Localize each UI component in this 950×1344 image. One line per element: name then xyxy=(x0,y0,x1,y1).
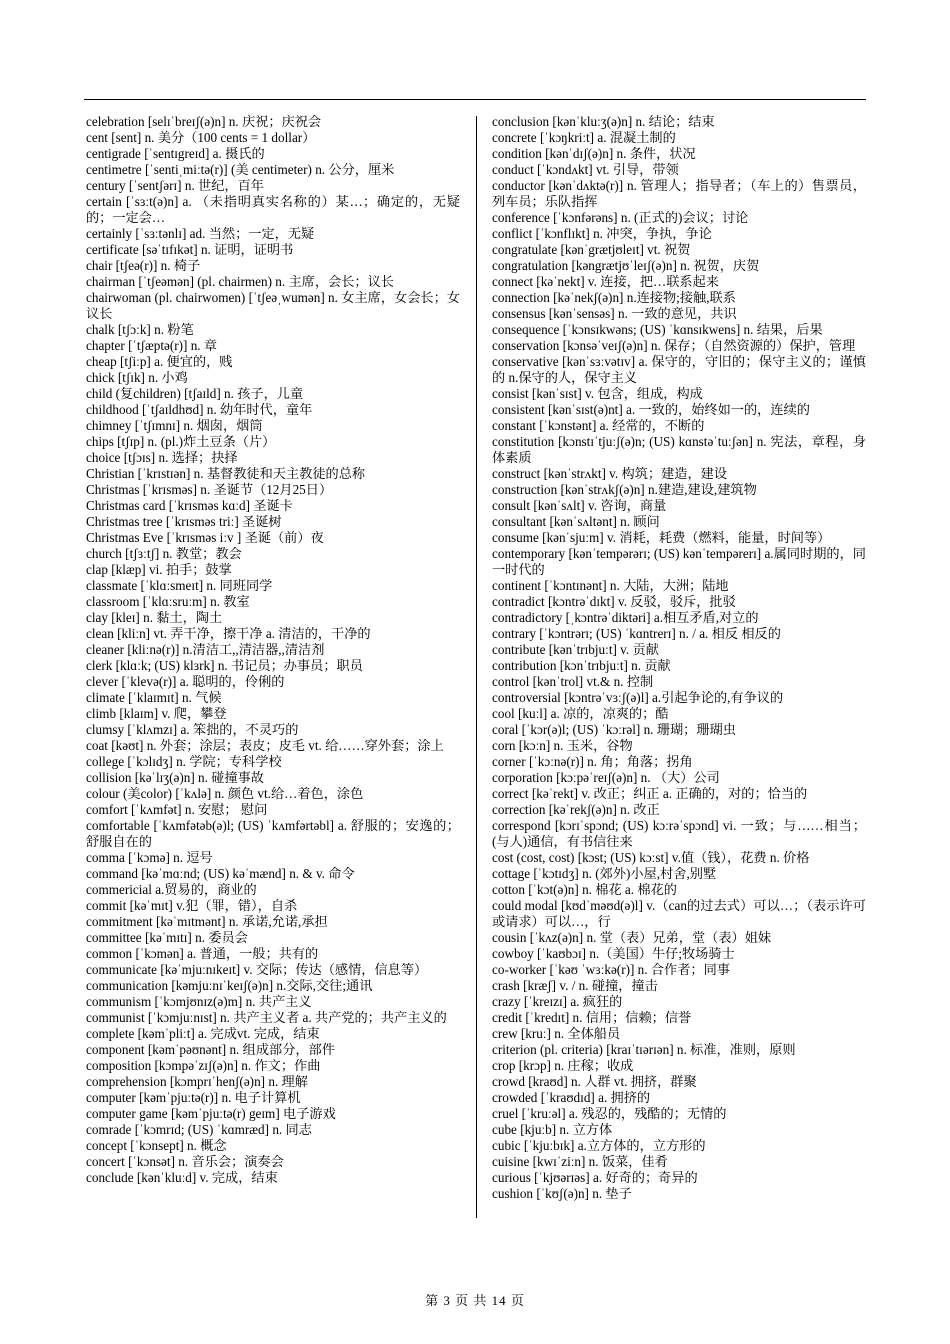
vocab-entry: corporation [kɔːpəˈreɪʃ(ə)n] n. （大）公司 xyxy=(492,770,720,785)
vocab-entry: crew [kruː] n. 全体船员 xyxy=(492,1026,621,1041)
vocab-entry: concept [ˈkɔnsept] n. 概念 xyxy=(86,1138,227,1153)
vocab-entry: classmate [ˈklɑːsmeɪt] n. 同班同学 xyxy=(86,578,273,593)
vocab-entry: correspond [kɔrɪˈspɔnd; (US) kɔːrəˈspɔnd] vi. 一致；与……相当；(与人)通信，有书信往来 xyxy=(492,818,866,849)
vocab-entry: cleaner [kliːnə(r)] n.清洁工,,清洁器,,清洁剂 xyxy=(86,642,325,657)
vocab-entry: cent [sent] n. 美分（100 cents = 1 dollar） xyxy=(86,130,316,145)
vocab-entry: comfort [ˈkʌmfət] n. 安慰； 慰问 xyxy=(86,802,268,817)
vocab-entry: century [ˈsentʃərɪ] n. 世纪，百年 xyxy=(86,178,264,193)
vocab-entry: comfortable [ˈkʌmfətəb(ə)l; (US) ˈkʌmfərtəbl] a. 舒服的；安逸的；舒服自在的 xyxy=(86,818,460,849)
vocab-entry: crash [kræʃ] v. / n. 碰撞，撞击 xyxy=(492,978,658,993)
vocab-entry: cube [kjuːb] n. 立方体 xyxy=(492,1122,613,1137)
vocab-entry: contribute [kənˈtrɪbjuːt] v. 贡献 xyxy=(492,642,659,657)
vocab-entry: conduct [ˈkɔndʌkt] vt. 引导，带领 xyxy=(492,162,679,177)
vocab-entry: credit [ˈkredɪt] n. 信用；信赖；信誉 xyxy=(492,1010,692,1025)
page-number-footer: 第 3 页 共 14 页 xyxy=(425,1293,525,1308)
vocab-entry: construct [kənˈstrʌkt] v. 构筑；建造，建设 xyxy=(492,466,728,481)
vocab-entry: corn [kɔːn] n. 玉米，谷物 xyxy=(492,738,633,753)
vocab-entry: collision [kəˈlɪʒ(ə)n] n. 碰撞事故 xyxy=(86,770,264,785)
vocab-entry: comrade [ˈkɔmrɪd; (US) ˈkɑmræd] n. 同志 xyxy=(86,1122,312,1137)
vocab-entry: concrete [ˈkɔŋkriːt] a. 混凝土制的 xyxy=(492,130,676,145)
vocab-entry: commit [kəˈmɪt] v.犯（罪，错），自杀 xyxy=(86,898,298,913)
vocab-entry: Christmas Eve [ˈkrɪsməs iːv ] 圣诞（前）夜 xyxy=(86,530,324,545)
vocab-entry: crowd [kraʊd] n. 人群 vt. 拥挤，群聚 xyxy=(492,1074,697,1089)
vocab-entry: constant [ˈkɔnstənt] a. 经常的，不断的 xyxy=(492,418,705,433)
vocab-entry: classroom [ˈklɑːsruːm] n. 教室 xyxy=(86,594,250,609)
vocab-entry: consistent [kənˈsɪst(ə)nt] a. 一致的，始终如一的，连续的 xyxy=(492,402,810,417)
vocab-entry: conflict [ˈkɔnflɪkt] n. 冲突，争执，争论 xyxy=(492,226,712,241)
vocab-entry: church [tʃɜːtʃ] n. 教堂；教会 xyxy=(86,546,242,561)
vocab-entry: conductor [kənˈdʌktə(r)] n. 管理人；指导者；（车上的）售票员，列车员；乐队指挥 xyxy=(492,178,866,209)
vocab-entry: connect [kəˈnekt] v. 连接，把…联系起来 xyxy=(492,274,719,289)
vocab-entry: condition [kənˈdɪʃ(ə)n] n. 条件，状况 xyxy=(492,146,696,161)
vocab-entry: centigrade [ˈsentɪgreɪd] a. 摄氏的 xyxy=(86,146,265,161)
vocab-entry: contemporary [kənˈtempərərɪ; (US) kənˈtempərerɪ] a.属同时期的，同一时代的 xyxy=(492,546,866,577)
vocab-entry: chapter [ˈtʃæptə(r)] n. 章 xyxy=(86,338,218,353)
vocab-entry: consume [kənˈsjuːm] v. 消耗，耗费（燃料，能量，时间等） xyxy=(492,530,831,545)
vocab-entry: congratulation [kəngrætjʊˈleɪʃ(ə)n] n. 祝贺，庆贺 xyxy=(492,258,760,273)
vocab-entry: cuisine [kwɪˈziːn] n. 饭菜，佳肴 xyxy=(492,1154,668,1169)
vocab-entry: comprehension [kɔmprɪˈhenʃ(ə)n] n. 理解 xyxy=(86,1074,308,1089)
vocab-entry: consist [kənˈsɪst] v. 包含，组成，构成 xyxy=(492,386,703,401)
vocab-entry: common [ˈkɔmən] a. 普通，一般；共有的 xyxy=(86,946,319,961)
vocab-entry: communism [ˈkɔmjʊnɪz(ə)m] n. 共产主义 xyxy=(86,994,312,1009)
vocab-entry: colour (美color) [ˈkʌlə] n. 颜色 vt.给…着色，涂色 xyxy=(86,786,364,801)
vocab-entry: childhood [ˈtʃaɪldhʊd] n. 幼年时代，童年 xyxy=(86,402,313,417)
column-divider xyxy=(476,116,477,1218)
vocab-entry: contribution [kɔnˈtrɪbjuːt] n. 贡献 xyxy=(492,658,671,673)
vocab-entry: chips [tʃɪp] n. (pl.)炸土豆条（片） xyxy=(86,434,276,449)
vocab-entry: coral [ˈkɔr(ə)l; (US) ˈkɔːrəl] n. 珊瑚；珊瑚虫 xyxy=(492,722,736,737)
vocab-entry: cotton [ˈkɔt(ə)n] n. 棉花 a. 棉花的 xyxy=(492,882,677,897)
vocab-entry: component [kəmˈpəʊnənt] n. 组成部分，部件 xyxy=(86,1042,335,1057)
vocab-entry: conclude [kənˈkluːd] v. 完成，结束 xyxy=(86,1170,278,1185)
vocab-entry: clumsy [ˈklʌmzɪ] a. 笨拙的，不灵巧的 xyxy=(86,722,299,737)
vocab-entry: certificate [səˈtɪfɪkət] n. 证明，证明书 xyxy=(86,242,294,257)
vocab-entry: concert [ˈkɔnsət] n. 音乐会；演奏会 xyxy=(86,1154,284,1169)
vocab-entry: constitution [kɔnstɪˈtjuːʃ(ə)n; (US) kɑnstəˈtuːʃən] n. 宪法，章程，身体素质 xyxy=(492,434,866,465)
vocab-entry: criterion (pl. criteria) [kraɪˈtɪərɪən] n. 标准，准则，原则 xyxy=(492,1042,796,1057)
vocab-entry: connection [kəˈnekʃ(ə)n] n.连接物;接触,联系 xyxy=(492,290,736,305)
vocab-entry: clerk [klɑːk; (US) klɜrk] n. 书记员；办事员；职员 xyxy=(86,658,363,673)
vocab-entry: Christmas tree [ˈkrɪsməs triː] 圣诞树 xyxy=(86,514,282,529)
vocab-entry: crowded [ˈkraʊdɪd] a. 拥挤的 xyxy=(492,1090,651,1105)
vocab-entry: cheap [tʃiːp] a. 便宜的，贱 xyxy=(86,354,233,369)
vocab-entry: correction [kəˈrekʃ(ə)n] n. 改正 xyxy=(492,802,660,817)
header-rule xyxy=(84,99,866,100)
vocab-entry: chimney [ˈtʃɪmnɪ] n. 烟囱，烟筒 xyxy=(86,418,263,433)
vocab-entry: chairwoman (pl. chairwomen) [ˈtʃeəˌwumən] n. 女主席，女会长；女议长 xyxy=(86,290,460,321)
vocab-entry: contrary [ˈkɔntrərɪ; (US) ˈkɑntrerɪ] n. / a. 相反 相反的 xyxy=(492,626,781,641)
vocab-entry: centimetre [ˈsentiˌmiːtə(r)] (美 centimeter) n. 公分，厘米 xyxy=(86,162,395,177)
vocab-entry: continent [ˈkɔntɪnənt] n. 大陆，大洲；陆地 xyxy=(492,578,729,593)
vocab-entry: cubic [ˈkjuːbɪk] a.立方体的，立方形的 xyxy=(492,1138,706,1153)
vocab-entry: certain [ˈsɜːt(ə)n] a. （未指明真实名称的）某…；确定的，无疑的；一定会… xyxy=(86,194,460,225)
vocab-entry: construction [kənˈstrʌkʃ(ə)n] n.建造,建设,建筑物 xyxy=(492,482,757,497)
vocab-entry: clap [klæp] vi. 拍手；鼓掌 xyxy=(86,562,232,577)
right-column xyxy=(492,114,866,1202)
vocab-entry: conference [ˈkɔnfərəns] n. (正式的)会议；讨论 xyxy=(492,210,749,225)
vocab-entry: climate [ˈklaɪmɪt] n. 气候 xyxy=(86,690,222,705)
vocab-entry: command [kəˈmɑːnd; (US) kəˈmænd] n. & v. 命令 xyxy=(86,866,355,881)
vocab-entry: computer [kəmˈpjuːtə(r)] n. 电子计算机 xyxy=(86,1090,301,1105)
vocab-entry: college [ˈkɔlɪdʒ] n. 学院；专科学校 xyxy=(86,754,282,769)
vocab-entry: cottage [ˈkɔtɪdʒ] n. (郊外)小屋,村舍,别墅 xyxy=(492,866,717,881)
vocab-entry: consultant [kənˈsʌltənt] n. 顾问 xyxy=(492,514,660,529)
vocab-entry: conclusion [kənˈkluːʒ(ə)n] n. 结论；结束 xyxy=(492,114,715,129)
vocab-entry: climb [klaɪm] v. 爬，攀登 xyxy=(86,706,227,721)
vocab-entry: clean [kliːn] vt. 弄干净，擦干净 a. 清洁的，干净的 xyxy=(86,626,371,641)
vocab-entry: Christmas card [ˈkrɪsməs kɑːd] 圣诞卡 xyxy=(86,498,293,513)
vocab-entry: Christmas [ˈkrɪsməs] n. 圣诞节（12月25日） xyxy=(86,482,333,497)
vocab-entry: computer game [kəmˈpjuːtə(r) geɪm] 电子游戏 xyxy=(86,1106,336,1121)
vocab-entry: communist [ˈkɔmjuːnɪst] n. 共产主义者 a. 共产党的；共产主义的 xyxy=(86,1010,447,1025)
vocab-entry: cowboy [ˈkaʊbɔɪ] n.（美国）牛仔;牧场骑士 xyxy=(492,946,735,961)
vocab-entry: chair [tʃeə(r)] n. 椅子 xyxy=(86,258,201,273)
vocab-entry: cool [kuːl] a. 凉的，凉爽的；酷 xyxy=(492,706,669,721)
vocab-entry: celebration [selɪˈbreɪʃ(ə)n] n. 庆祝；庆祝会 xyxy=(86,114,322,129)
vocab-entry: contradictory [ˌkɔntrəˈdiktəri] a.相互矛盾,对立的 xyxy=(492,610,759,625)
vocab-entry: child (复children) [tʃaɪld] n. 孩子，儿童 xyxy=(86,386,304,401)
vocab-entry: composition [kɔmpəˈzɪʃ(ə)n] n. 作文；作曲 xyxy=(86,1058,321,1073)
vocab-entry: curious [ˈkjʊərɪəs] a. 好奇的；奇异的 xyxy=(492,1170,698,1185)
vocab-entry: consequence [ˈkɔnsɪkwəns; (US) ˈkɑnsɪkwens] n. 结果，后果 xyxy=(492,322,823,337)
vocab-entry: corner [ˈkɔːnə(r)] n. 角；角落；拐角 xyxy=(492,754,693,769)
vocab-entry: co-worker [ˈkəʊ ˈwɜːkə(r)] n. 合作者；同事 xyxy=(492,962,730,977)
vocab-entry: could modal [kʊdˈməʊd(ə)l] v.（can的过去式）可以…；（表示许可或请求）可以…，行 xyxy=(492,898,866,929)
vocab-entry: controversial [kɔntrəˈvɜːʃ(ə)l] a.引起争论的,有争议的 xyxy=(492,690,784,705)
vocab-entry: coat [kəʊt] n. 外套；涂层；表皮；皮毛 vt. 给……穿外套；涂上 xyxy=(86,738,444,753)
vocab-entry: correct [kəˈrekt] v. 改正；纠正 a. 正确的，对的；恰当的 xyxy=(492,786,808,801)
vocab-entry: comma [ˈkɔmə] n. 逗号 xyxy=(86,850,213,865)
vocab-entry: consensus [kənˈsensəs] n. 一致的意见，共识 xyxy=(492,306,737,321)
vocab-entry: cousin [ˈkʌz(ə)n] n. 堂（表）兄弟，堂（表）姐妹 xyxy=(492,930,772,945)
vocab-entry: communicate [kəˈmjuːnɪkeɪt] v. 交际；传达（感情，信息等） xyxy=(86,962,428,977)
vocab-entry: chairman [ˈtʃeəmən] (pl. chairmen) n. 主席，会长；议长 xyxy=(86,274,394,289)
vocab-entry: consult [kənˈsʌlt] v. 咨询，商量 xyxy=(492,498,667,513)
vocab-entry: conservation [kɔnsəˈveɪʃ(ə)n] n. 保存；（自然资源的）保护，管理 xyxy=(492,338,856,353)
vocab-entry: certainly [ˈsɜːtənlɪ] ad. 当然；一定，无疑 xyxy=(86,226,315,241)
vocab-entry: crazy [ˈkreɪzɪ] a. 疯狂的 xyxy=(492,994,623,1009)
vocab-entry: crop [krɔp] n. 庄稼；收成 xyxy=(492,1058,634,1073)
vocab-entry: congratulate [kənˈgrætjʊleɪt] vt. 祝贺 xyxy=(492,242,691,257)
vocab-entry: contradict [kɔntrəˈdɪkt] v. 反驳，驳斥，批驳 xyxy=(492,594,736,609)
vocab-entry: cushion [ˈkʊʃ(ə)n] n. 垫子 xyxy=(492,1186,632,1201)
vocab-entry: cost (cost, cost) [kɔst; (US) kɔːst] v.值（钱），花费 n. 价格 xyxy=(492,850,810,865)
vocab-entry: chalk [tʃɔːk] n. 粉笔 xyxy=(86,322,194,337)
vocab-entry: commitment [kəˈmɪtmənt] n. 承诺,允诺,承担 xyxy=(86,914,328,929)
vocab-entry: communication [kəmjuːnɪˈkeɪʃ(ə)n] n.交际,交往;通讯 xyxy=(86,978,373,993)
vocab-entry: chick [tʃɪk] n. 小鸡 xyxy=(86,370,188,385)
vocab-entry: Christian [ˈkrɪstɪən] n. 基督教徒和天主教徒的总称 xyxy=(86,466,366,481)
left-column xyxy=(86,114,460,1186)
vocab-entry: clever [ˈklevə(r)] a. 聪明的，伶俐的 xyxy=(86,674,285,689)
vocab-entry: choice [tʃɔɪs] n. 选择；抉择 xyxy=(86,450,238,465)
vocab-entry: complete [kəmˈpliːt] a. 完成vt. 完成，结束 xyxy=(86,1026,320,1041)
vocab-entry: committee [kəˈmɪtɪ] n. 委员会 xyxy=(86,930,248,945)
vocab-entry: commericial a.贸易的，商业的 xyxy=(86,882,257,897)
vocab-entry: clay [kleɪ] n. 黏土，陶土 xyxy=(86,610,223,625)
vocab-entry: control [kənˈtrol] vt.& n. 控制 xyxy=(492,674,654,689)
vocab-entry: conservative [kənˈsɜːvətɪv] a. 保守的，守旧的；保守主义的；谨慎的 n.保守的人，保守主义 xyxy=(492,354,866,385)
vocab-entry: cruel [ˈkruːəl] a. 残忍的，残酷的；无情的 xyxy=(492,1106,727,1121)
